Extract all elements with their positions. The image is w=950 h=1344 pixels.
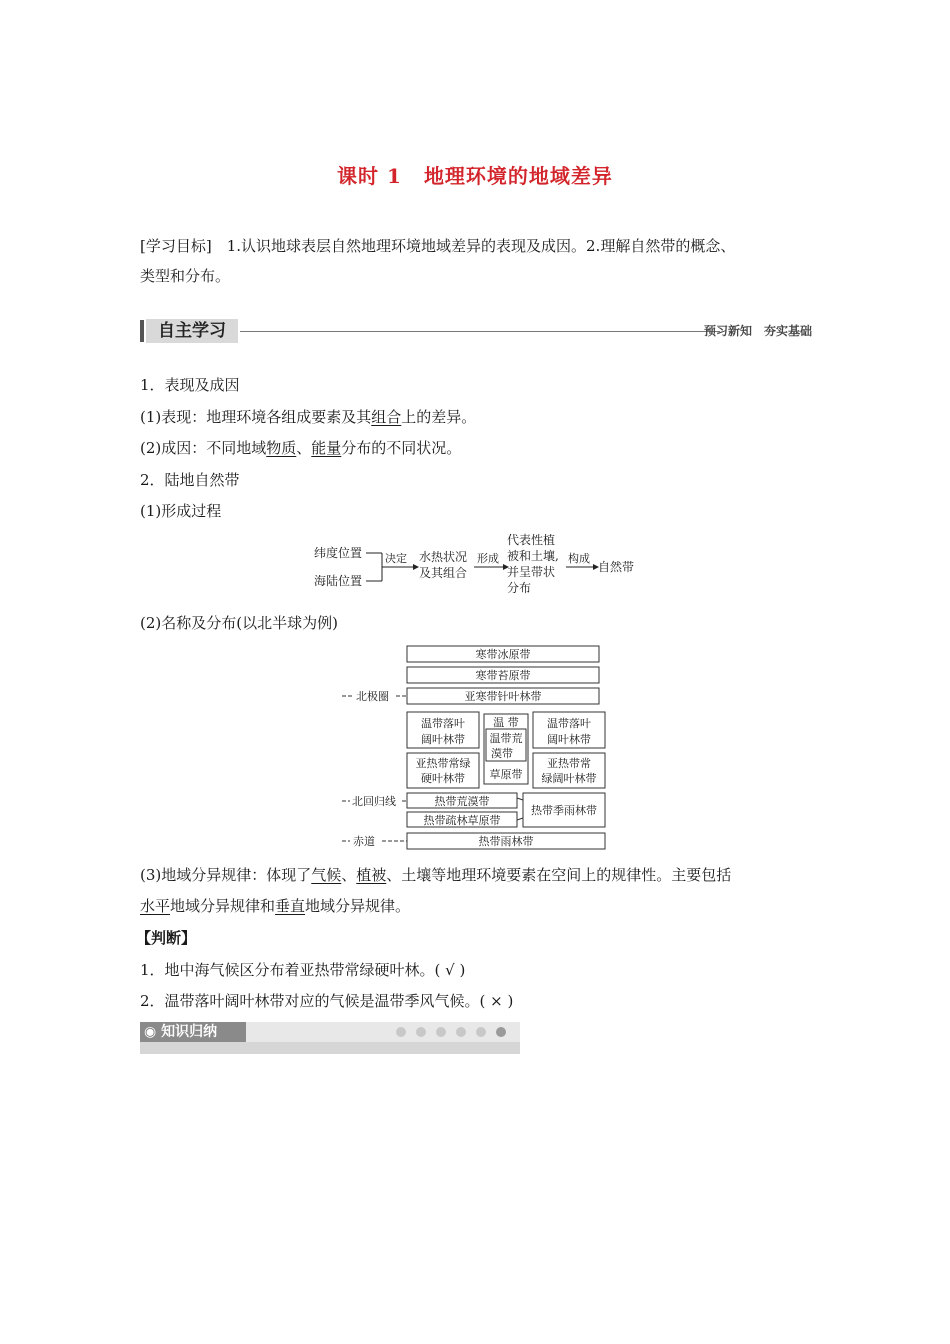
arrow-label-constitute: 构成 [568,552,590,565]
zone-temp-desert-1: 温带荒 [489,732,523,745]
subheading-formation: (1)形成过程 [140,502,222,520]
page-title [0,160,950,189]
lesson-title: 地理环境的地域差异 [423,164,613,188]
zone-ice-cap: 寒带冰原带 [475,648,531,661]
blank-answer: 水平 [140,897,171,915]
objectives-line-2: 类型和分布。 [140,267,231,285]
section-subtitle: 预习新知 夯实基础 [703,324,812,338]
section-divider [240,331,720,332]
blank-answer: 物质 [266,439,297,457]
input-latitude: 纬度位置 [314,546,363,560]
zone-trop-desert: 热带荒漠带 [434,795,490,808]
zone-temp-deciduous-west-2: 阔叶林带 [421,733,465,746]
decor-dot [476,1027,486,1037]
objectives-line-1: [学习目标] 1.认识地球表层自然地理环境地域差异的表现及成因。2.理解自然带的概念、 [140,237,736,255]
section-bar-self-study [140,318,812,344]
subheading-distribution: (2)名称及分布(以北半球为例) [140,614,338,632]
node-vegetation-3: 并呈带状 [507,565,556,579]
lesson-number: 课时 1 [337,164,402,188]
decor-dot [436,1027,446,1037]
judge-item-2: 2．温带落叶阔叶林带对应的气候是温带季风气候。( × ) [140,992,514,1010]
paragraph-expression: (1)表现：地理环境各组成要素及其组合上的差异。 [140,408,477,426]
line-equator: 赤道 [353,835,375,848]
paragraph-rule-line-2: 水平地域分异规律和垂直地域分异规律。 [140,897,411,915]
section-label-knowledge: ◉ 知识归纳 [140,1022,246,1042]
blank-answer: 植被 [356,866,387,884]
node-water-heat-2: 及其组合 [419,566,468,580]
arrow-label-determine: 决定 [385,552,407,565]
natural-zones-diagram [330,640,620,855]
zone-savanna: 热带疏林草原带 [423,814,501,827]
zone-temperate-label: 温 带 [493,716,519,729]
zone-rainforest: 热带雨林带 [478,835,534,848]
zone-monsoon-forest: 热带季雨林带 [531,804,597,817]
zone-taiga: 亚寒带针叶林带 [464,690,542,703]
decor-dot [496,1027,506,1037]
blank-answer: 垂直 [275,897,306,915]
zone-subtrop-evergreen-2: 绿阔叶林带 [541,772,597,785]
blank-answer: 气候 [311,866,342,884]
paragraph-cause: (2)成因：不同地域物质、能量分布的不同状况。 [140,439,462,457]
node-vegetation-4: 分布 [507,581,532,595]
line-arctic-circle: 北极圈 [356,690,389,703]
blank-answer: 能量 [311,439,342,457]
zone-temp-desert-2: 漠带 [491,747,513,760]
section-label: 自主学习 [146,319,238,343]
decor-dot [396,1027,406,1037]
heading-1: 1．表现及成因 [140,376,240,394]
decor-dot [456,1027,466,1037]
node-vegetation-2: 被和土壤, [507,549,559,563]
decor-dot [416,1027,426,1037]
node-vegetation-1: 代表性植 [507,533,556,547]
judge-heading: 【判断】 [136,929,197,947]
zone-temp-deciduous-east-1: 温带落叶 [547,717,591,730]
section-marker [140,320,144,342]
section-bar-bottom [140,1042,520,1054]
output-natural-zone: 自然带 [598,560,635,574]
zone-steppe: 草原带 [489,768,523,781]
blank-answer: 组合 [371,408,402,426]
arrow-label-form: 形成 [477,552,499,565]
zone-subtrop-sclerophyll-1: 亚热带常绿 [415,757,471,770]
input-land-sea: 海陆位置 [314,574,363,588]
zone-subtrop-sclerophyll-2: 硬叶林带 [421,772,465,785]
paragraph-rule-line-1: (3)地域分异规律：体现了气候、植被、土壤等地理环境要素在空间上的规律性。主要包括 [140,866,732,884]
zone-temp-deciduous-west-1: 温带落叶 [421,717,465,730]
zone-temp-deciduous-east-2: 阔叶林带 [547,733,591,746]
heading-2: 2．陆地自然带 [140,471,240,489]
zone-subtrop-evergreen-1: 亚热带常 [547,757,591,770]
line-tropic-cancer: 北回归线 [352,795,396,808]
node-water-heat-1: 水热状况 [419,550,468,564]
judge-item-1: 1．地中海气候区分布着亚热带常绿硬叶林。( √ ) [140,961,466,979]
zone-tundra: 寒带苔原带 [475,669,531,682]
section-bar-knowledge [140,1022,520,1054]
formation-process-diagram [300,530,650,602]
